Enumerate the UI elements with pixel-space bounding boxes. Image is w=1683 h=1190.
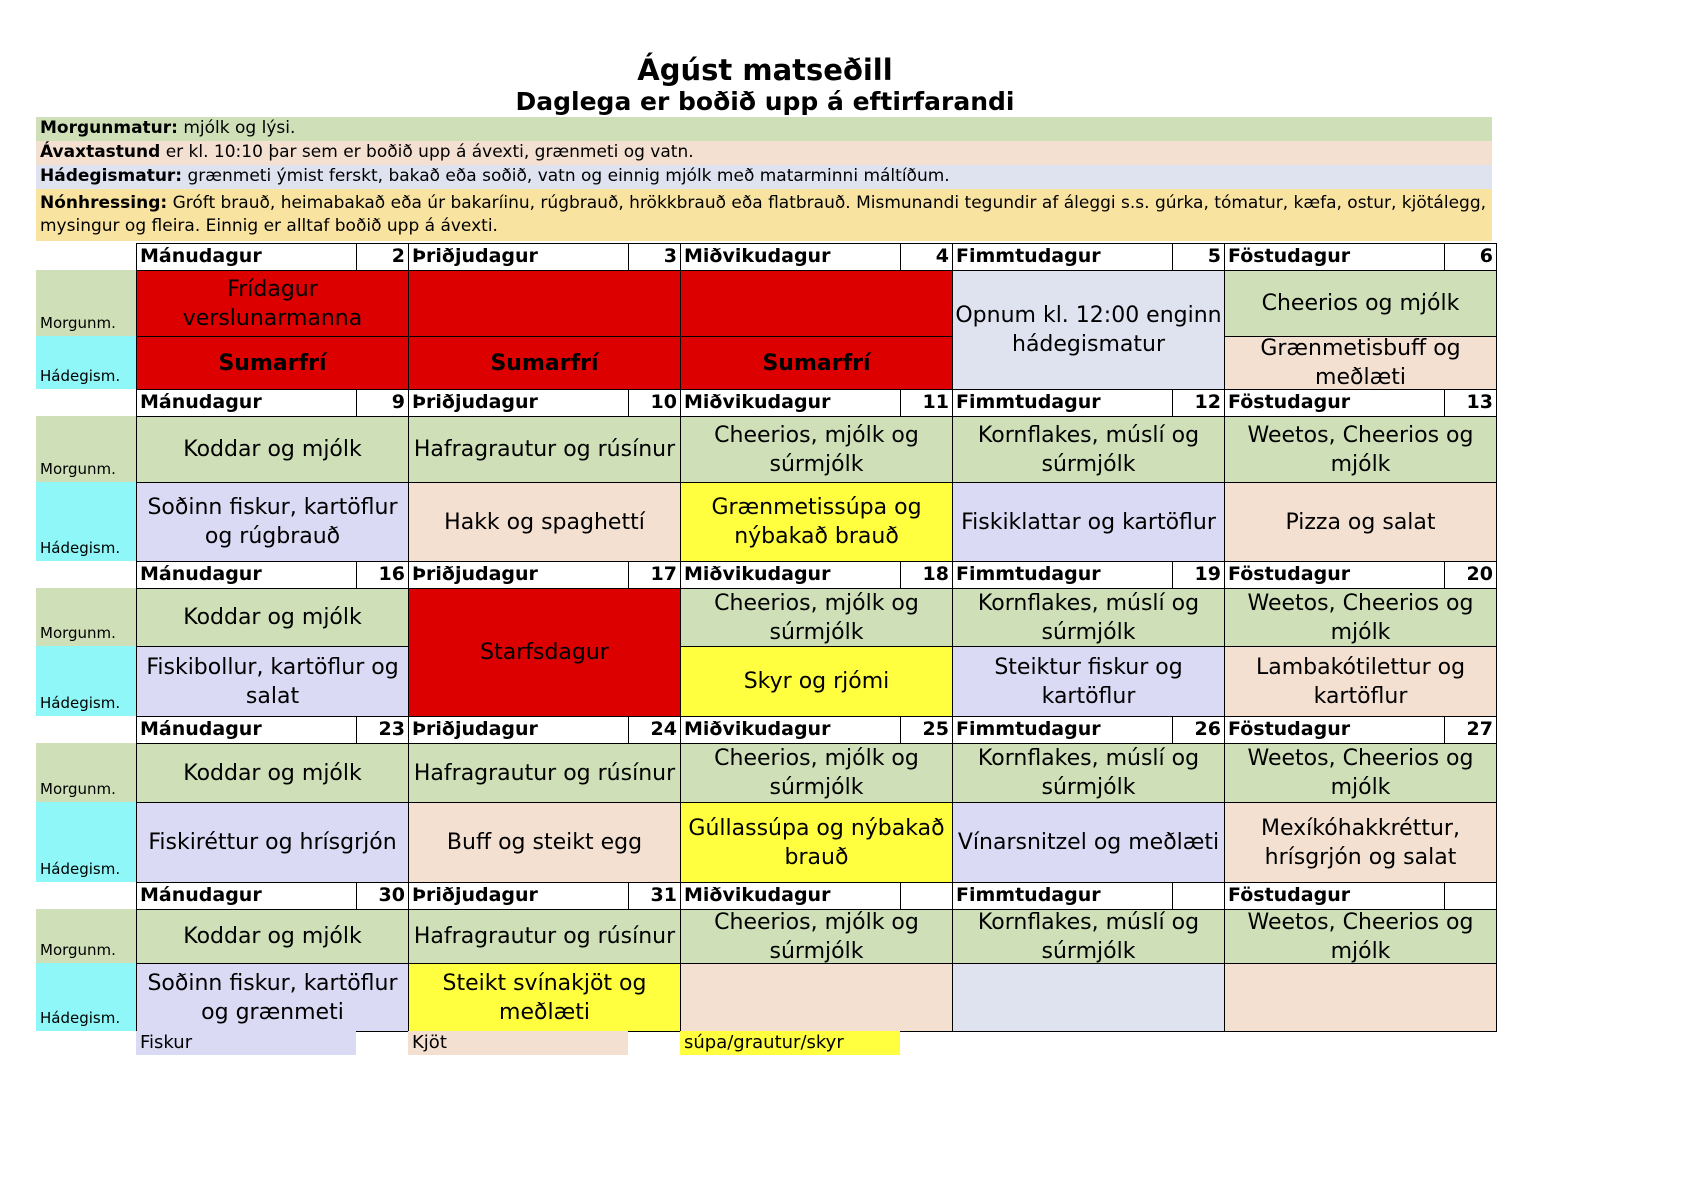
row-label-lunch: Hádegism. <box>36 963 136 1031</box>
info-label: Nónhressing: <box>40 193 168 213</box>
day-number: 30 <box>356 882 409 910</box>
day-number <box>1444 882 1497 910</box>
meal-cell: Hafragrautur og rúsínur <box>408 416 681 483</box>
meal-cell: Sumarfrí <box>136 336 409 390</box>
meal-cell: Frídagur verslunarmanna <box>136 270 409 337</box>
day-number: 4 <box>900 243 953 271</box>
info-text: grænmeti ýmist ferskt, bakað eða soðið, vatn og einnig mjólk með matarminni máltíðum. <box>182 166 950 186</box>
meal-cell: Koddar og mjólk <box>136 909 409 964</box>
info-text: mjólk og lýsi. <box>177 118 296 138</box>
day-number: 27 <box>1444 716 1497 744</box>
meal-cell: Skyr og rjómi <box>680 646 953 717</box>
meal-cell: Soðinn fiskur, kartöflur og grænmeti <box>136 963 409 1032</box>
day-header: Mánudagur <box>136 243 357 271</box>
row-label-lunch: Hádegism. <box>36 482 136 561</box>
meal-cell: Steiktur fiskur og kartöflur <box>952 646 1225 717</box>
meal-cell: Kornflakes, múslí og súrmjólk <box>952 588 1225 647</box>
day-number: 26 <box>1172 716 1225 744</box>
day-header: Föstudagur <box>1224 243 1445 271</box>
day-header: Miðvikudagur <box>680 716 901 744</box>
meal-cell: Lambakótilettur og kartöflur <box>1224 646 1497 717</box>
day-header: Föstudagur <box>1224 389 1445 417</box>
day-number: 3 <box>628 243 681 271</box>
day-header: Miðvikudagur <box>680 389 901 417</box>
meal-cell: Pizza og salat <box>1224 482 1497 562</box>
day-number <box>1172 882 1225 910</box>
day-header: Miðvikudagur <box>680 882 901 910</box>
day-header: Miðvikudagur <box>680 243 901 271</box>
day-number: 10 <box>628 389 681 417</box>
day-header: Þriðjudagur <box>408 716 629 744</box>
day-header: Föstudagur <box>1224 561 1445 589</box>
day-number: 17 <box>628 561 681 589</box>
day-header: Þriðjudagur <box>408 243 629 271</box>
meal-cell: Hafragrautur og rúsínur <box>408 743 681 803</box>
info-text: er kl. 10:10 þar sem er boðið upp á ávexti, grænmeti og vatn. <box>160 142 694 162</box>
meal-cell: Fiskiréttur og hrísgrjón <box>136 802 409 883</box>
day-header: Föstudagur <box>1224 882 1445 910</box>
meal-cell: Sumarfrí <box>408 336 681 390</box>
page-subtitle: Daglega er boðið upp á eftirfarandi <box>515 87 1015 116</box>
day-number: 25 <box>900 716 953 744</box>
meal-cell: Weetos, Cheerios og mjólk <box>1224 909 1497 964</box>
meal-cell <box>1224 963 1497 1032</box>
meal-cell: Kornflakes, múslí og súrmjólk <box>952 416 1225 483</box>
day-number: 23 <box>356 716 409 744</box>
meal-cell: Hakk og spaghettí <box>408 482 681 562</box>
meal-cell <box>952 963 1225 1032</box>
meal-cell <box>408 270 681 337</box>
meal-cell: Vínarsnitzel og meðlæti <box>952 802 1225 883</box>
meal-cell: Weetos, Cheerios og mjólk <box>1224 416 1497 483</box>
meal-cell: Cheerios, mjólk og súrmjólk <box>680 588 953 647</box>
day-number: 31 <box>628 882 681 910</box>
day-number: 9 <box>356 389 409 417</box>
meal-cell: Kornflakes, múslí og súrmjólk <box>952 909 1225 964</box>
day-header: Fimmtudagur <box>952 882 1173 910</box>
info-label: Morgunmatur: <box>40 118 178 138</box>
day-header: Fimmtudagur <box>952 716 1173 744</box>
day-number: 2 <box>356 243 409 271</box>
meal-cell: Koddar og mjólk <box>136 416 409 483</box>
day-number: 19 <box>1172 561 1225 589</box>
day-header: Fimmtudagur <box>952 389 1173 417</box>
day-number: 5 <box>1172 243 1225 271</box>
day-header: Þriðjudagur <box>408 389 629 417</box>
day-header: Fimmtudagur <box>952 243 1173 271</box>
day-header: Mánudagur <box>136 389 357 417</box>
row-label-lunch: Hádegism. <box>36 646 136 716</box>
legend-item: Fiskur <box>136 1031 356 1055</box>
row-label-morning: Morgunm. <box>36 416 136 482</box>
meal-cell: Cheerios, mjólk og súrmjólk <box>680 743 953 803</box>
day-number: 18 <box>900 561 953 589</box>
day-number: 16 <box>356 561 409 589</box>
meal-cell: Fiskiklattar og kartöflur <box>952 482 1225 562</box>
info-label: Ávaxtastund <box>40 142 161 162</box>
meal-cell: Fiskibollur, kartöflur og salat <box>136 646 409 717</box>
meal-cell: Opnum kl. 12:00 enginn hádegismatur <box>952 270 1225 390</box>
meal-cell: Grænmetisbuff og meðlæti <box>1224 336 1497 390</box>
meal-cell: Gúllassúpa og nýbakað brauð <box>680 802 953 883</box>
day-header: Miðvikudagur <box>680 561 901 589</box>
row-label-morning: Morgunm. <box>36 743 136 802</box>
meal-cell: Koddar og mjólk <box>136 743 409 803</box>
meal-cell: Weetos, Cheerios og mjólk <box>1224 743 1497 803</box>
info-text: Gróft brauð, heimabakað eða úr bakaríinu, rúgbrauð, hrökkbrauð eða flatbrauð. Mismunandi tegundir af áleggi s.s. gúrka, tómatur, kæfa, ostur, kjötálegg, mysingur og fleira. Einnig er alltaf boðið upp á ávexti. <box>40 193 1487 236</box>
meal-cell: Soðinn fiskur, kartöflur og rúgbrauð <box>136 482 409 562</box>
info-label: Hádegismatur: <box>40 166 183 186</box>
meal-cell: Sumarfrí <box>680 336 953 390</box>
meal-cell <box>680 270 953 337</box>
day-number <box>900 882 953 910</box>
row-label-lunch: Hádegism. <box>36 336 136 389</box>
meal-cell: Cheerios, mjólk og súrmjólk <box>680 416 953 483</box>
day-number: 13 <box>1444 389 1497 417</box>
day-number: 12 <box>1172 389 1225 417</box>
row-label-lunch: Hádegism. <box>36 802 136 882</box>
day-header: Föstudagur <box>1224 716 1445 744</box>
meal-cell: Buff og steikt egg <box>408 802 681 883</box>
day-header: Þriðjudagur <box>408 561 629 589</box>
day-header: Fimmtudagur <box>952 561 1173 589</box>
legend-item: súpa/grautur/skyr <box>680 1031 900 1055</box>
meal-cell: Koddar og mjólk <box>136 588 409 647</box>
meal-cell <box>680 963 953 1032</box>
day-header: Mánudagur <box>136 561 357 589</box>
meal-cell: Cheerios og mjólk <box>1224 270 1497 337</box>
day-header: Mánudagur <box>136 882 357 910</box>
legend-item: Kjöt <box>408 1031 628 1055</box>
row-label-morning: Morgunm. <box>36 270 136 336</box>
meal-cell: Grænmetissúpa og nýbakað brauð <box>680 482 953 562</box>
meal-cell: Hafragrautur og rúsínur <box>408 909 681 964</box>
meal-cell: Steikt svínakjöt og meðlæti <box>408 963 681 1032</box>
meal-cell: Mexíkóhakkréttur, hrísgrjón og salat <box>1224 802 1497 883</box>
row-label-morning: Morgunm. <box>36 909 136 963</box>
meal-cell: Starfsdagur <box>408 588 681 717</box>
day-header: Mánudagur <box>136 716 357 744</box>
day-number: 24 <box>628 716 681 744</box>
day-number: 11 <box>900 389 953 417</box>
meal-cell: Weetos, Cheerios og mjólk <box>1224 588 1497 647</box>
day-number: 6 <box>1444 243 1497 271</box>
day-number: 20 <box>1444 561 1497 589</box>
day-header: Þriðjudagur <box>408 882 629 910</box>
page-title: Ágúst matseðill <box>637 53 893 87</box>
meal-cell: Kornflakes, múslí og súrmjólk <box>952 743 1225 803</box>
meal-cell: Cheerios, mjólk og súrmjólk <box>680 909 953 964</box>
row-label-morning: Morgunm. <box>36 588 136 646</box>
